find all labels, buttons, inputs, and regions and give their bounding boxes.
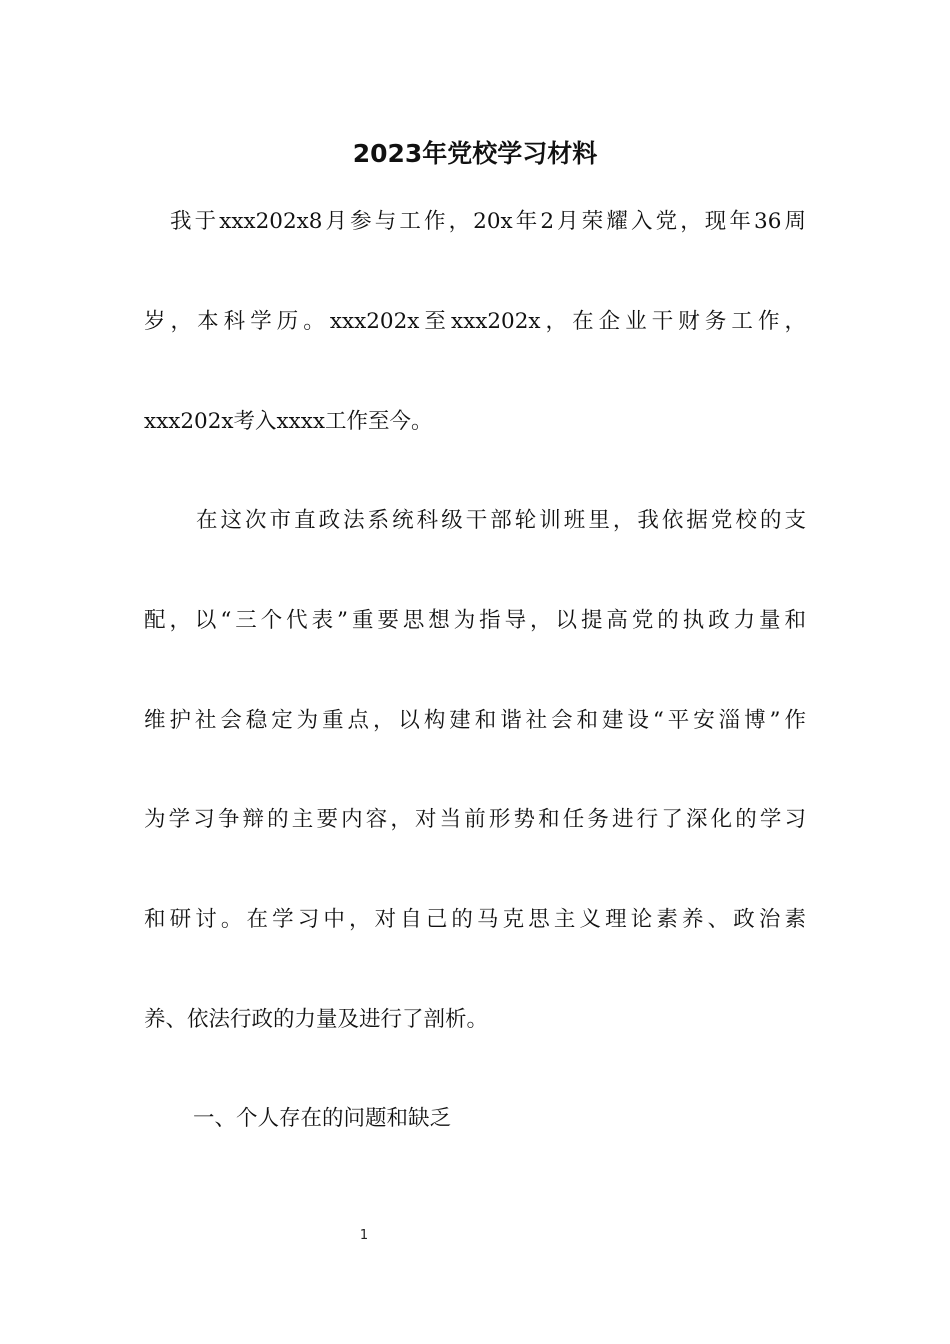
paragraph-1-line-3: xxx202x考入xxxx工作至今。 (144, 409, 433, 434)
page-number: 1 (359, 1228, 369, 1243)
section-heading: 一、个人存在的问题和缺乏 (193, 1106, 452, 1131)
paragraph-2-line-6: 养、依法行政的力量及进行了剖析。 (144, 1007, 489, 1032)
document-title: 2023年党校学习材料 (352, 139, 598, 168)
paragraph-2-line-5: 和研讨。在学习中，对自己的马克思主义理论素养、政治素 (144, 907, 806, 932)
paragraph-2-line-3: 维护社会稳定为重点，以构建和谐社会和建设“平安淄博”作 (144, 708, 806, 733)
paragraph-1-line-1: 我于xxx202x8月参与工作，20x年2月荣耀入党，现年36周 (170, 209, 806, 234)
paragraph-2-line-4: 为学习争辩的主要内容，对当前形势和任务进行了深化的学习 (144, 807, 806, 832)
paragraph-2-line-2: 配，以“三个代表”重要思想为指导，以提高党的执政力量和 (144, 608, 806, 633)
paragraph-2-line-1: 在这次市直政法系统科级干部轮训班里，我依据党校的支 (196, 508, 806, 533)
paragraph-1-line-2: 岁，本科学历。xxx202x至xxx202x，在企业干财务工作， (144, 309, 806, 334)
